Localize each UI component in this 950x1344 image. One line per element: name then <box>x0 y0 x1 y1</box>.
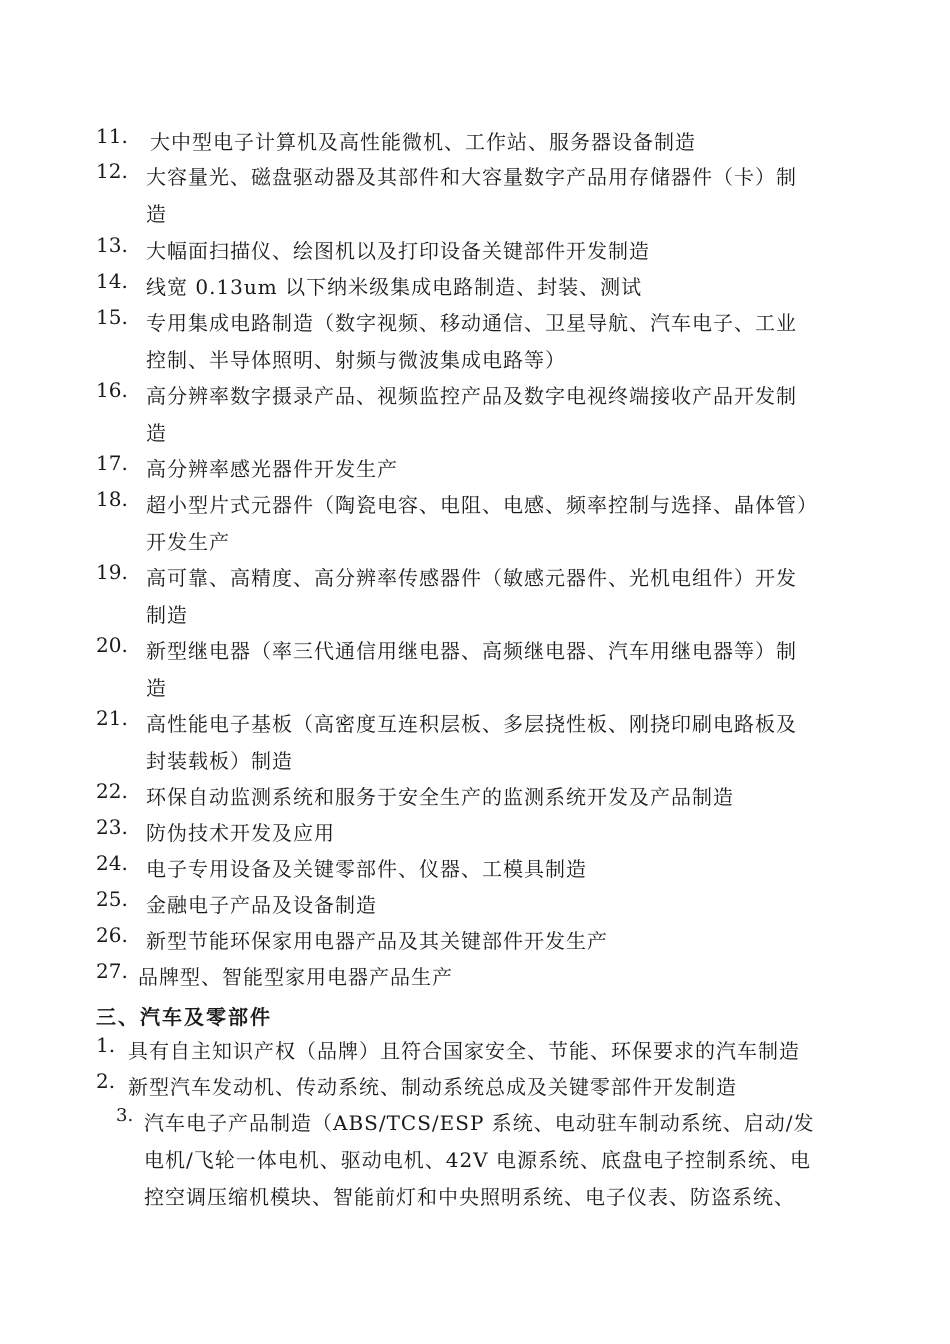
item-text: 电子专用设备及关键零部件、仪器、工模具制造 <box>146 857 587 881</box>
item-text: 具有自主知识产权（品牌）且符合国家安全、节能、环保要求的汽车制造 <box>128 1039 800 1063</box>
item-text: 超小型片式元器件（陶瓷电容、电阻、电感、频率控制与选择、晶体管）开发生产 <box>146 493 808 554</box>
item-number: 2. <box>96 1069 116 1093</box>
item-number: 20. <box>96 633 128 657</box>
item-text: 环保自动监测系统和服务于安全生产的监测系统开发及产品制造 <box>146 785 734 809</box>
item-text: 新型继电器（率三代通信用继电器、高频继电器、汽车用继电器等）制造 <box>146 639 797 700</box>
item-text: 金融电子产品及设备制造 <box>146 893 377 917</box>
item-number: 23. <box>96 815 128 839</box>
item-number: 25. <box>96 887 128 911</box>
item-number: 18. <box>96 487 128 511</box>
item-number: 21. <box>96 706 128 730</box>
item-number: 17. <box>96 451 128 475</box>
item-text: 防伪技术开发及应用 <box>146 821 335 845</box>
item-number: 14. <box>96 269 128 293</box>
item-text: 汽车电子产品制造（ABS/TCS/ESP 系统、电动驻车制动系统、启动/发电机/飞轮一体电机、驱动电机、42V 电源系统、底盘电子控制系统、电控空调压缩机模块、智能前灯和中央照明系统、电子仪表、防盗系统、 <box>144 1111 815 1209</box>
item-text: 高性能电子基板（高密度互连积层板、多层挠性板、刚挠印刷电路板及封装载板）制造 <box>146 712 797 773</box>
section-heading: 三、汽车及零部件 <box>96 1005 272 1029</box>
item-text: 大容量光、磁盘驱动器及其部件和大容量数字产品用存储器件（卡）制造 <box>146 165 797 226</box>
item-number: 15. <box>96 305 128 329</box>
item-number: 16. <box>96 378 128 402</box>
item-text: 高分辨率数字摄录产品、视频监控产品及数字电视终端接收产品开发制造 <box>146 384 797 445</box>
item-number: 26. <box>96 923 128 947</box>
item-number: 27. <box>96 959 128 983</box>
item-text: 专用集成电路制造（数字视频、移动通信、卫星导航、汽车电子、工业控制、半导体照明、射频与微波集成电路等） <box>146 311 797 372</box>
item-number: 3. <box>116 1105 134 1126</box>
item-number: 12. <box>96 159 128 183</box>
item-number: 24. <box>96 851 128 875</box>
item-number: 22. <box>96 779 128 803</box>
item-text: 高可靠、高精度、高分辨率传感器件（敏感元器件、光机电组件）开发制造 <box>146 566 797 627</box>
item-number: 13. <box>96 233 128 257</box>
item-text: 新型节能环保家用电器产品及其关键部件开发生产 <box>146 929 608 953</box>
item-text: 线宽 0.13um 以下纳米级集成电路制造、封装、测试 <box>146 275 643 299</box>
item-text: 高分辨率感光器件开发生产 <box>146 457 398 481</box>
item-number: 1. <box>96 1033 116 1057</box>
item-number: 11. <box>96 124 128 148</box>
item-text: 大幅面扫描仪、绘图机以及打印设备关键部件开发制造 <box>146 239 650 263</box>
item-text: 新型汽车发动机、传动系统、制动系统总成及关键零部件开发制造 <box>128 1075 737 1099</box>
item-text: 品牌型、智能型家用电器产品生产 <box>138 965 453 989</box>
item-number: 19. <box>96 560 128 584</box>
item-text: 大中型电子计算机及高性能微机、工作站、服务器设备制造 <box>150 130 696 154</box>
